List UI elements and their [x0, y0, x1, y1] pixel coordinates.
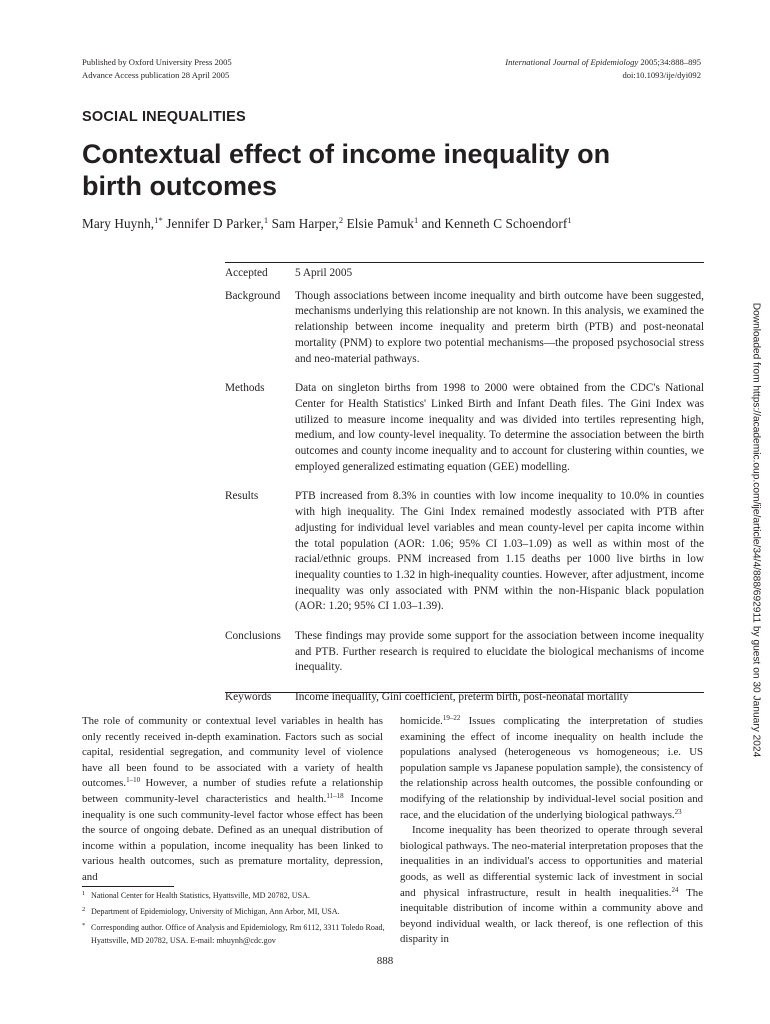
- author-affiliation-mark: 2: [338, 215, 344, 225]
- doi[interactable]: doi:10.1093/ije/dyi092: [622, 70, 701, 80]
- body-text: However, a number of studies refute a relationship between community-level characteristics and health.: [82, 777, 383, 805]
- abstract-conclusions: [225, 629, 704, 676]
- citation-ref[interactable]: 1–10: [126, 776, 141, 785]
- download-watermark: [748, 300, 764, 760]
- download-watermark-text: Downloaded from https://academic.oup.com/ije/article/34/4/888/692911 by guest on 30 January 2024: [750, 302, 762, 758]
- citation-ref[interactable]: 23: [674, 807, 682, 816]
- author-affiliation-mark: 1*: [154, 215, 163, 225]
- body-paragraph: [82, 714, 383, 886]
- advance-access-line: Advance Access publication 28 April 2005: [82, 70, 230, 80]
- body-text: homicide.: [400, 715, 443, 727]
- author-name: and Kenneth C Schoendorf: [418, 216, 568, 231]
- body-text: The inequitable distribution of income within a community above and beyond individual wealth, or lack thereof, is one reflection of this disparity in: [400, 886, 703, 946]
- journal-name: International Journal of Epidemiology: [505, 57, 639, 67]
- methods-text: Data on singleton births from 1998 to 2000 were obtained from the CDC's National Center for Health Statistics' Linked Birth and Infant Death files. The Gini Index was utilized to measure income inequality and was divided into tertiles representing high, medium, and low county-level inequality. To determine the association between the birth outcomes and county income inequality and to account for clustering within counties, we employed generalized estimating equation (GEE) modelling.: [295, 382, 704, 473]
- header-left: [82, 56, 232, 82]
- footnotes: [82, 890, 386, 947]
- background-text: Though associations between income inequality and birth outcome have been suggested, mechanisms underlying this relationship are not known. In this analysis, we examined the relationship between income inequality and preterm birth (PTB) and post-neonatal mortality (PNM) to explore two potential mechanisms—the proposed psychosocial stress and neo-material pathways.: [295, 289, 704, 365]
- methods-label: Methods: [225, 382, 265, 395]
- abstract-top-rule: [225, 262, 704, 263]
- body-paragraph: [400, 823, 703, 948]
- body-paragraph: [400, 714, 703, 823]
- author-affiliation-mark: 1: [414, 215, 419, 225]
- author-affiliation-mark: 1: [567, 215, 572, 225]
- background-label: Background: [225, 289, 281, 302]
- body-text: Income inequality has been theorized to operate through several biological pathways. The neo-material interpretation proposes that the inequalities in an individual's access to opportunities and material goods, as well as differential systemic lack of investment in social and physical infrastructure, result in health inequalities.: [400, 824, 703, 899]
- citation-ref[interactable]: 24: [671, 885, 679, 894]
- journal-citation: [505, 56, 701, 69]
- footnote-text: Department of Epidemiology, University of Michigan, Ann Arbor, MI, USA.: [91, 907, 340, 917]
- author-name: Elsie Pamuk: [343, 216, 414, 231]
- body-column-left: [82, 714, 383, 886]
- citation-ref[interactable]: 19–22: [442, 714, 461, 722]
- footnote: [82, 890, 386, 902]
- abstract-methods: [225, 381, 704, 475]
- title-line-2: birth outcomes: [82, 171, 278, 201]
- abstract: [225, 266, 704, 706]
- body-text: The role of community or contextual level variables in health has only recently received in-depth examination. Factors such as social capital, residential segregation, and community level of violence have all been found to be associated with a variety of health outcomes.: [82, 715, 383, 790]
- footnote-mark: 2: [82, 906, 86, 914]
- footnote-mark: 1: [82, 890, 86, 897]
- author-name: Jennifer D Parker,: [162, 216, 264, 231]
- publisher-line: Published by Oxford University Press 2005: [82, 57, 232, 67]
- footnote-text: Corresponding author. Office of Analysis and Epidemiology, Rm 6112, 3311 Toledo Road, Hyattsville, MD 20782, USA. E-mail: mhuynh@cdc.gov: [91, 923, 385, 945]
- author-affiliation-mark: 1: [263, 215, 269, 225]
- footnote-text: National Center for Health Statistics, Hyattsville, MD 20782, USA.: [91, 891, 310, 900]
- results-label: Results: [225, 490, 259, 503]
- body-column-right: [400, 714, 703, 948]
- conclusions-label: Conclusions: [225, 630, 281, 643]
- volume-pages: 2005;34:888–895: [640, 57, 701, 67]
- abstract-results: [225, 489, 704, 615]
- abstract-accepted: [225, 266, 704, 282]
- footnote: [82, 906, 386, 918]
- article-title: [82, 138, 702, 202]
- accepted-date: 5 April 2005: [295, 267, 353, 279]
- keywords-label: Keywords: [225, 691, 272, 704]
- footnote-mark: *: [82, 922, 86, 930]
- section-heading: SOCIAL INEQUALITIES: [82, 109, 246, 125]
- keywords-text: Income inequality, Gini coefficient, preterm birth, post-neonatal mortality: [295, 691, 629, 704]
- results-text: PTB increased from 8.3% in counties with low income inequality to 10.0% in counties with high inequality. The Gini Index remained modestly associated with PTB after adjusting for individual level variables and mean county-level per capita income within the total population (AOR: 1.06; 95% CI 1.03–1.09) as well as within most of the racial/ethnic groups. PNM increased from 1.15 deaths per 1000 live births in low inequality counties to 1.32 in high-inequality counties. However, after adjustment, income inequality was only associated with PNM within the non-Hispanic black population (AOR: 1.20; 95% CI 1.03–1.39).: [295, 490, 704, 613]
- footnote: [82, 922, 386, 946]
- conclusions-text: These findings may provide some support for the association between income inequality and PTB. Further research is required to elucidate the biological mechanisms of income inequality.: [295, 630, 704, 674]
- author-name: Sam Harper,: [268, 216, 339, 231]
- author-name: Mary Huynh,: [82, 216, 155, 231]
- header-right: [505, 56, 701, 82]
- citation-ref[interactable]: 11–18: [326, 791, 344, 800]
- author-list: [82, 215, 572, 232]
- page-number: 888: [376, 955, 394, 967]
- abstract-bottom-rule: [225, 692, 704, 693]
- accepted-label: Accepted: [225, 267, 268, 279]
- body-text: Income inequality is one such community-level factor whose effect has been the source of ongoing debate. Defined as an unequal distribution of income within a population, income inequality has been linked to various health outcomes, such as premature mortality, depression, and: [82, 792, 383, 883]
- title-line-1: Contextual effect of income inequality on: [82, 139, 611, 169]
- body-text: Issues complicating the interpretation of studies examining the effect of income inequality on health include the populations analysed (heterogeneous vs homogeneous; i.e. US population sample vs Japanese population sample), the consistency of the relationship across health outcomes, the possible confounding or modifying of the relationship by individual-level social position and race, and the elucidation of the underlying biological pathways.: [400, 715, 703, 821]
- abstract-background: [225, 289, 704, 368]
- footnote-rule: [82, 886, 174, 887]
